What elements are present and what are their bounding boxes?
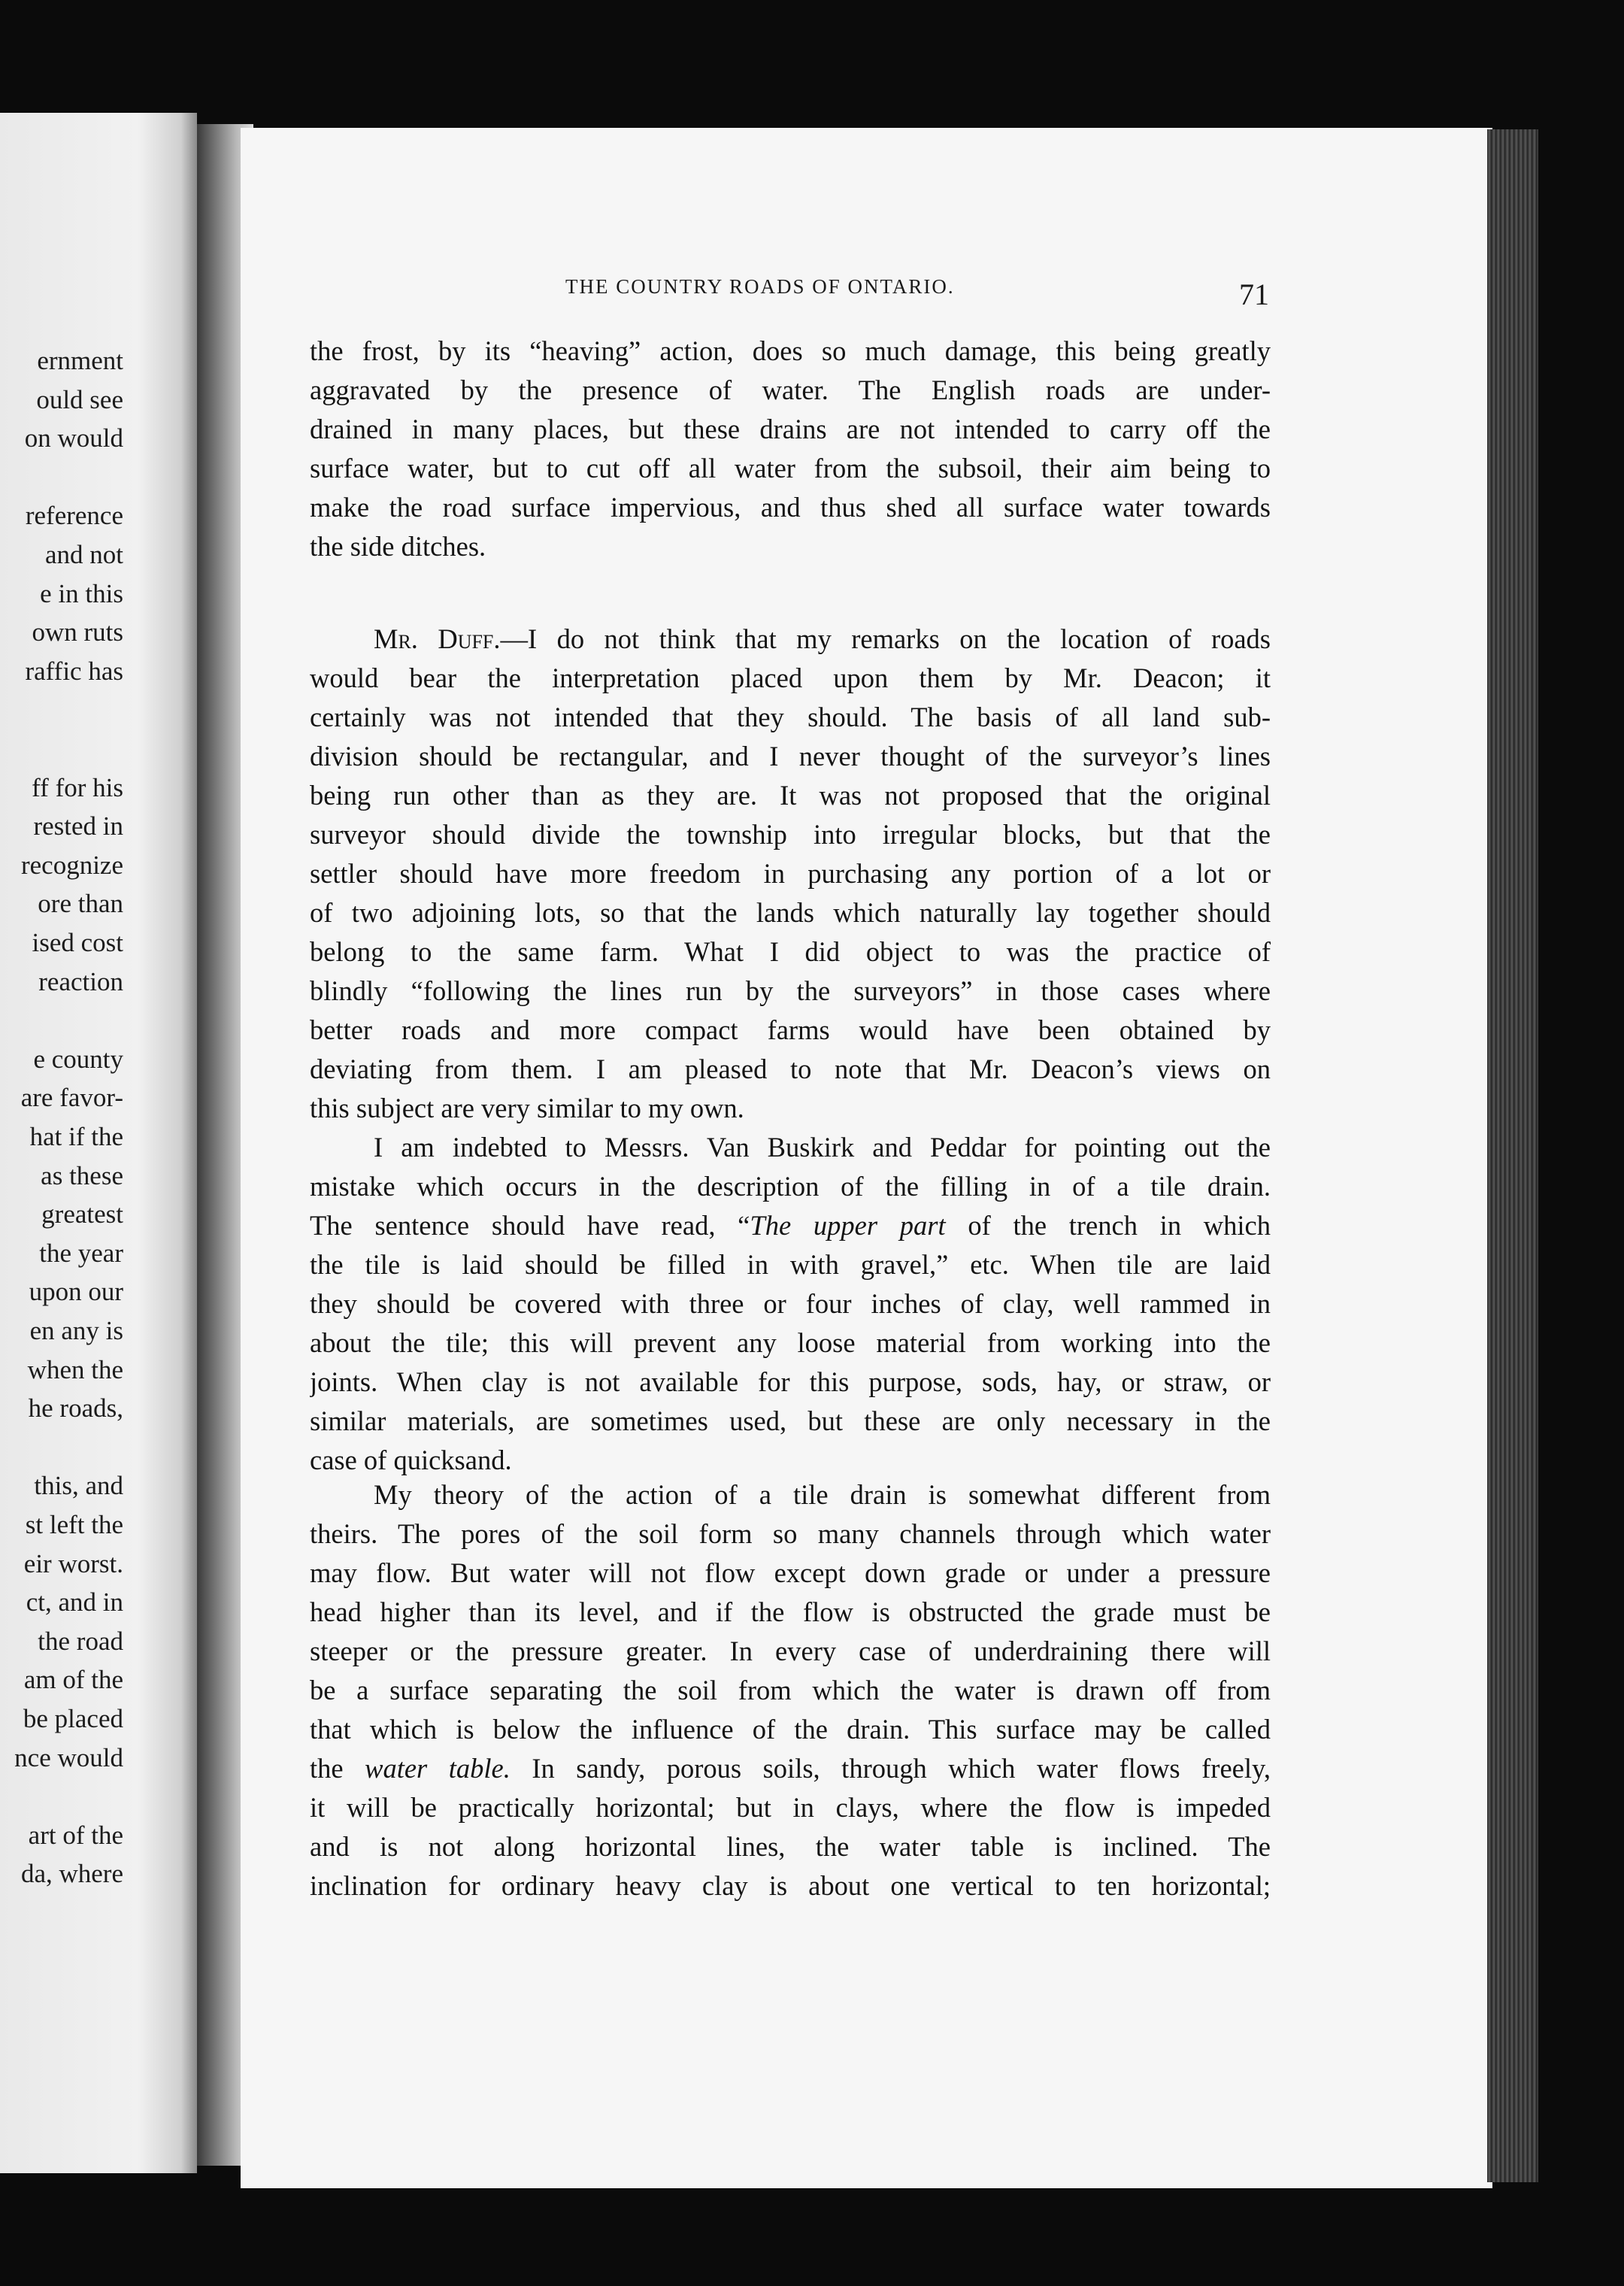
left-page-line: ould see (36, 384, 123, 414)
left-page-line: the road (38, 1626, 123, 1656)
page-number: 71 (1239, 277, 1269, 311)
left-page-line: raffic has (25, 656, 123, 686)
page-edge (1487, 129, 1538, 2182)
text-span: about the tile; this will prevent any loose material from working into the (310, 1327, 1271, 1358)
text-span: drained in many places, but these drains are not intended to carry off the (310, 414, 1271, 444)
text-span: surveyor should divide the township into irregular blocks, but that the (310, 819, 1271, 850)
paragraph-line (310, 857, 1271, 890)
text-span: I am indebted to Messrs. Van Buskirk and Peddar for pointing out the (374, 1132, 1271, 1163)
text-span: —I do not think that my remarks on the location of roads (500, 623, 1271, 654)
text-span: surface water, but to cut off all water from the subsoil, their aim being to (310, 453, 1271, 484)
paragraph-line (374, 1131, 1271, 1164)
paragraph-line (310, 1092, 744, 1124)
paragraph-line (310, 1517, 1271, 1551)
left-facing-page (0, 113, 197, 2173)
paragraph-line (310, 935, 1271, 969)
paragraph-line (310, 818, 1271, 851)
paragraph-line (310, 1326, 1271, 1360)
paragraph-line (310, 413, 1271, 446)
paragraph-line (310, 1674, 1271, 1707)
paragraph-line (310, 452, 1271, 485)
left-page-line: ore than (38, 889, 123, 919)
text-span: that which is below the influence of the drain. This surface may be called (310, 1714, 1271, 1745)
left-page-line: own ruts (32, 617, 123, 647)
left-page-line: da, where (20, 1859, 123, 1889)
paragraph-line (310, 530, 486, 562)
text-span: it will be practically horizontal; but in clays, where the flow is impeded (310, 1792, 1271, 1823)
text-span: this subject are very similar to my own. (310, 1093, 744, 1123)
left-page-line: reaction (38, 966, 123, 996)
speaker-name: Mr. Duff. (374, 623, 501, 654)
left-page-line: this, and (34, 1471, 123, 1501)
text-span: aggravated by the presence of water. The English roads are under- (310, 374, 1271, 405)
text-span: similar materials, are sometimes used, but these are only necessary in the (310, 1405, 1271, 1436)
paragraph-line (310, 374, 1271, 407)
left-page-line: be placed (23, 1704, 123, 1733)
text-span: settler should have more freedom in purchasing any portion of a lot or (310, 858, 1271, 889)
text-span: In sandy, porous soils, through which water flows freely, (510, 1753, 1271, 1784)
paragraph-line (310, 1596, 1271, 1629)
paragraph-line (374, 1478, 1271, 1511)
paragraph-line (310, 1869, 1271, 1902)
text-span: better roads and more compact farms would have been obtained by (310, 1014, 1271, 1045)
left-page-line: reference (25, 501, 123, 531)
left-page-line: greatest (41, 1199, 123, 1229)
paragraph-line (310, 1635, 1271, 1668)
paragraph-line (310, 491, 1271, 524)
paragraph-line (310, 1366, 1271, 1399)
italic-phrase: water table. (365, 1753, 511, 1784)
paragraph-line (310, 1287, 1271, 1320)
text-span: being run other than as they are. It was not proposed that the original (310, 780, 1271, 811)
text-span: of the trench in which (945, 1210, 1271, 1241)
text-span: make the road surface impervious, and thus shed all surface water towards (310, 492, 1271, 523)
text-span: may flow. But water will not flow except down grade or under a pressure (310, 1557, 1271, 1588)
left-page-line: hat if the (29, 1122, 123, 1151)
left-page-line: am of the (23, 1665, 123, 1695)
paragraph-line (310, 1830, 1271, 1863)
text-span: joints. When clay is not available for this purpose, sods, hay, or straw, or (310, 1366, 1271, 1397)
paragraph-line (310, 779, 1271, 812)
paragraph-line (310, 1752, 1271, 1785)
left-page-line: e in this (40, 578, 123, 608)
text-span: inclination for ordinary heavy clay is about one vertical to ten horizontal; (310, 1870, 1271, 1901)
italic-phrase: The upper part (750, 1210, 946, 1241)
paragraph-line (310, 1791, 1271, 1824)
text-span: the (310, 1753, 365, 1784)
left-page-line: st left the (25, 1510, 123, 1539)
text-span: case of quicksand. (310, 1445, 512, 1475)
text-span: of two adjoining lots, so that the lands which naturally lay together should (310, 897, 1271, 928)
text-span: theirs. The pores of the soil form so many channels through which water (310, 1518, 1271, 1549)
left-page-line: when the (27, 1354, 123, 1384)
left-page-line: ct, and in (26, 1587, 123, 1617)
left-page-line: the year (39, 1238, 123, 1268)
left-page-line: ff for his (32, 772, 123, 802)
paragraph-line (310, 896, 1271, 929)
paragraph-line (310, 1248, 1271, 1281)
left-page-line: are favor- (20, 1083, 123, 1113)
text-span: blindly “following the lines run by the surveyors” in those cases where (310, 975, 1271, 1006)
left-page-line: nce would (14, 1742, 123, 1772)
text-span: be a surface separating the soil from which the water is drawn off from (310, 1675, 1271, 1705)
paragraph-line (310, 701, 1271, 734)
text-span: mistake which occurs in the description of the filling in of a tile drain. (310, 1171, 1271, 1202)
left-page-line: ernment (37, 346, 123, 375)
text-span: the frost, by its “heaving” action, does so much damage, this being greatly (310, 335, 1271, 366)
right-page (241, 128, 1492, 2188)
paragraph-line (310, 740, 1271, 773)
paragraph-line (310, 1444, 512, 1476)
paragraph-line (310, 1014, 1271, 1047)
left-page-line: eir worst. (23, 1548, 123, 1578)
paragraph-line (310, 1209, 1271, 1242)
left-page-line: en any is (29, 1316, 123, 1345)
left-page-line: upon our (29, 1277, 123, 1307)
running-head: THE COUNTRY ROADS OF ONTARIO. (565, 275, 955, 298)
paragraph-line (310, 1713, 1271, 1746)
text-span: they should be covered with three or four inches of clay, well rammed in (310, 1288, 1271, 1319)
paragraph-line (310, 1053, 1271, 1086)
text-span: The sentence should have read, “ (310, 1210, 750, 1241)
paragraph-line (310, 975, 1271, 1008)
text-span: steeper or the pressure greater. In every case of underdraining there will (310, 1636, 1271, 1666)
paragraph-line (310, 662, 1271, 695)
left-page-line: he roads, (28, 1393, 123, 1423)
text-span: and is not along horizontal lines, the water table is inclined. The (310, 1831, 1271, 1862)
paragraph-line (374, 623, 1271, 656)
text-span: would bear the interpretation placed upon them by Mr. Deacon; it (310, 662, 1271, 693)
left-page-line: art of the (28, 1820, 123, 1850)
paragraph-line (310, 335, 1271, 368)
text-span: certainly was not intended that they should. The basis of all land sub- (310, 702, 1271, 732)
paragraph-line (310, 1170, 1271, 1203)
paragraph-line (310, 1557, 1271, 1590)
text-span: belong to the same farm. What I did object to was the practice of (310, 936, 1271, 967)
text-span: division should be rectangular, and I never thought of the surveyor’s lines (310, 741, 1271, 772)
left-page-line: on would (24, 423, 123, 453)
left-page-line: recognize (20, 850, 123, 880)
left-page-line: as these (41, 1160, 123, 1190)
text-span: My theory of the action of a tile drain is somewhat different from (374, 1479, 1271, 1510)
text-span: deviating from them. I am pleased to note that Mr. Deacon’s views on (310, 1054, 1271, 1084)
left-page-line: rested in (33, 811, 123, 841)
text-span: head higher than its level, and if the flow is obstructed the grade must be (310, 1596, 1271, 1627)
text-span: the tile is laid should be filled in with gravel,” etc. When tile are laid (310, 1249, 1271, 1280)
left-page-line: and not (44, 540, 123, 569)
text-span: the side ditches. (310, 531, 486, 562)
left-page-line: e county (33, 1044, 123, 1074)
paragraph-line (310, 1405, 1271, 1438)
left-page-line: ised cost (32, 928, 123, 957)
